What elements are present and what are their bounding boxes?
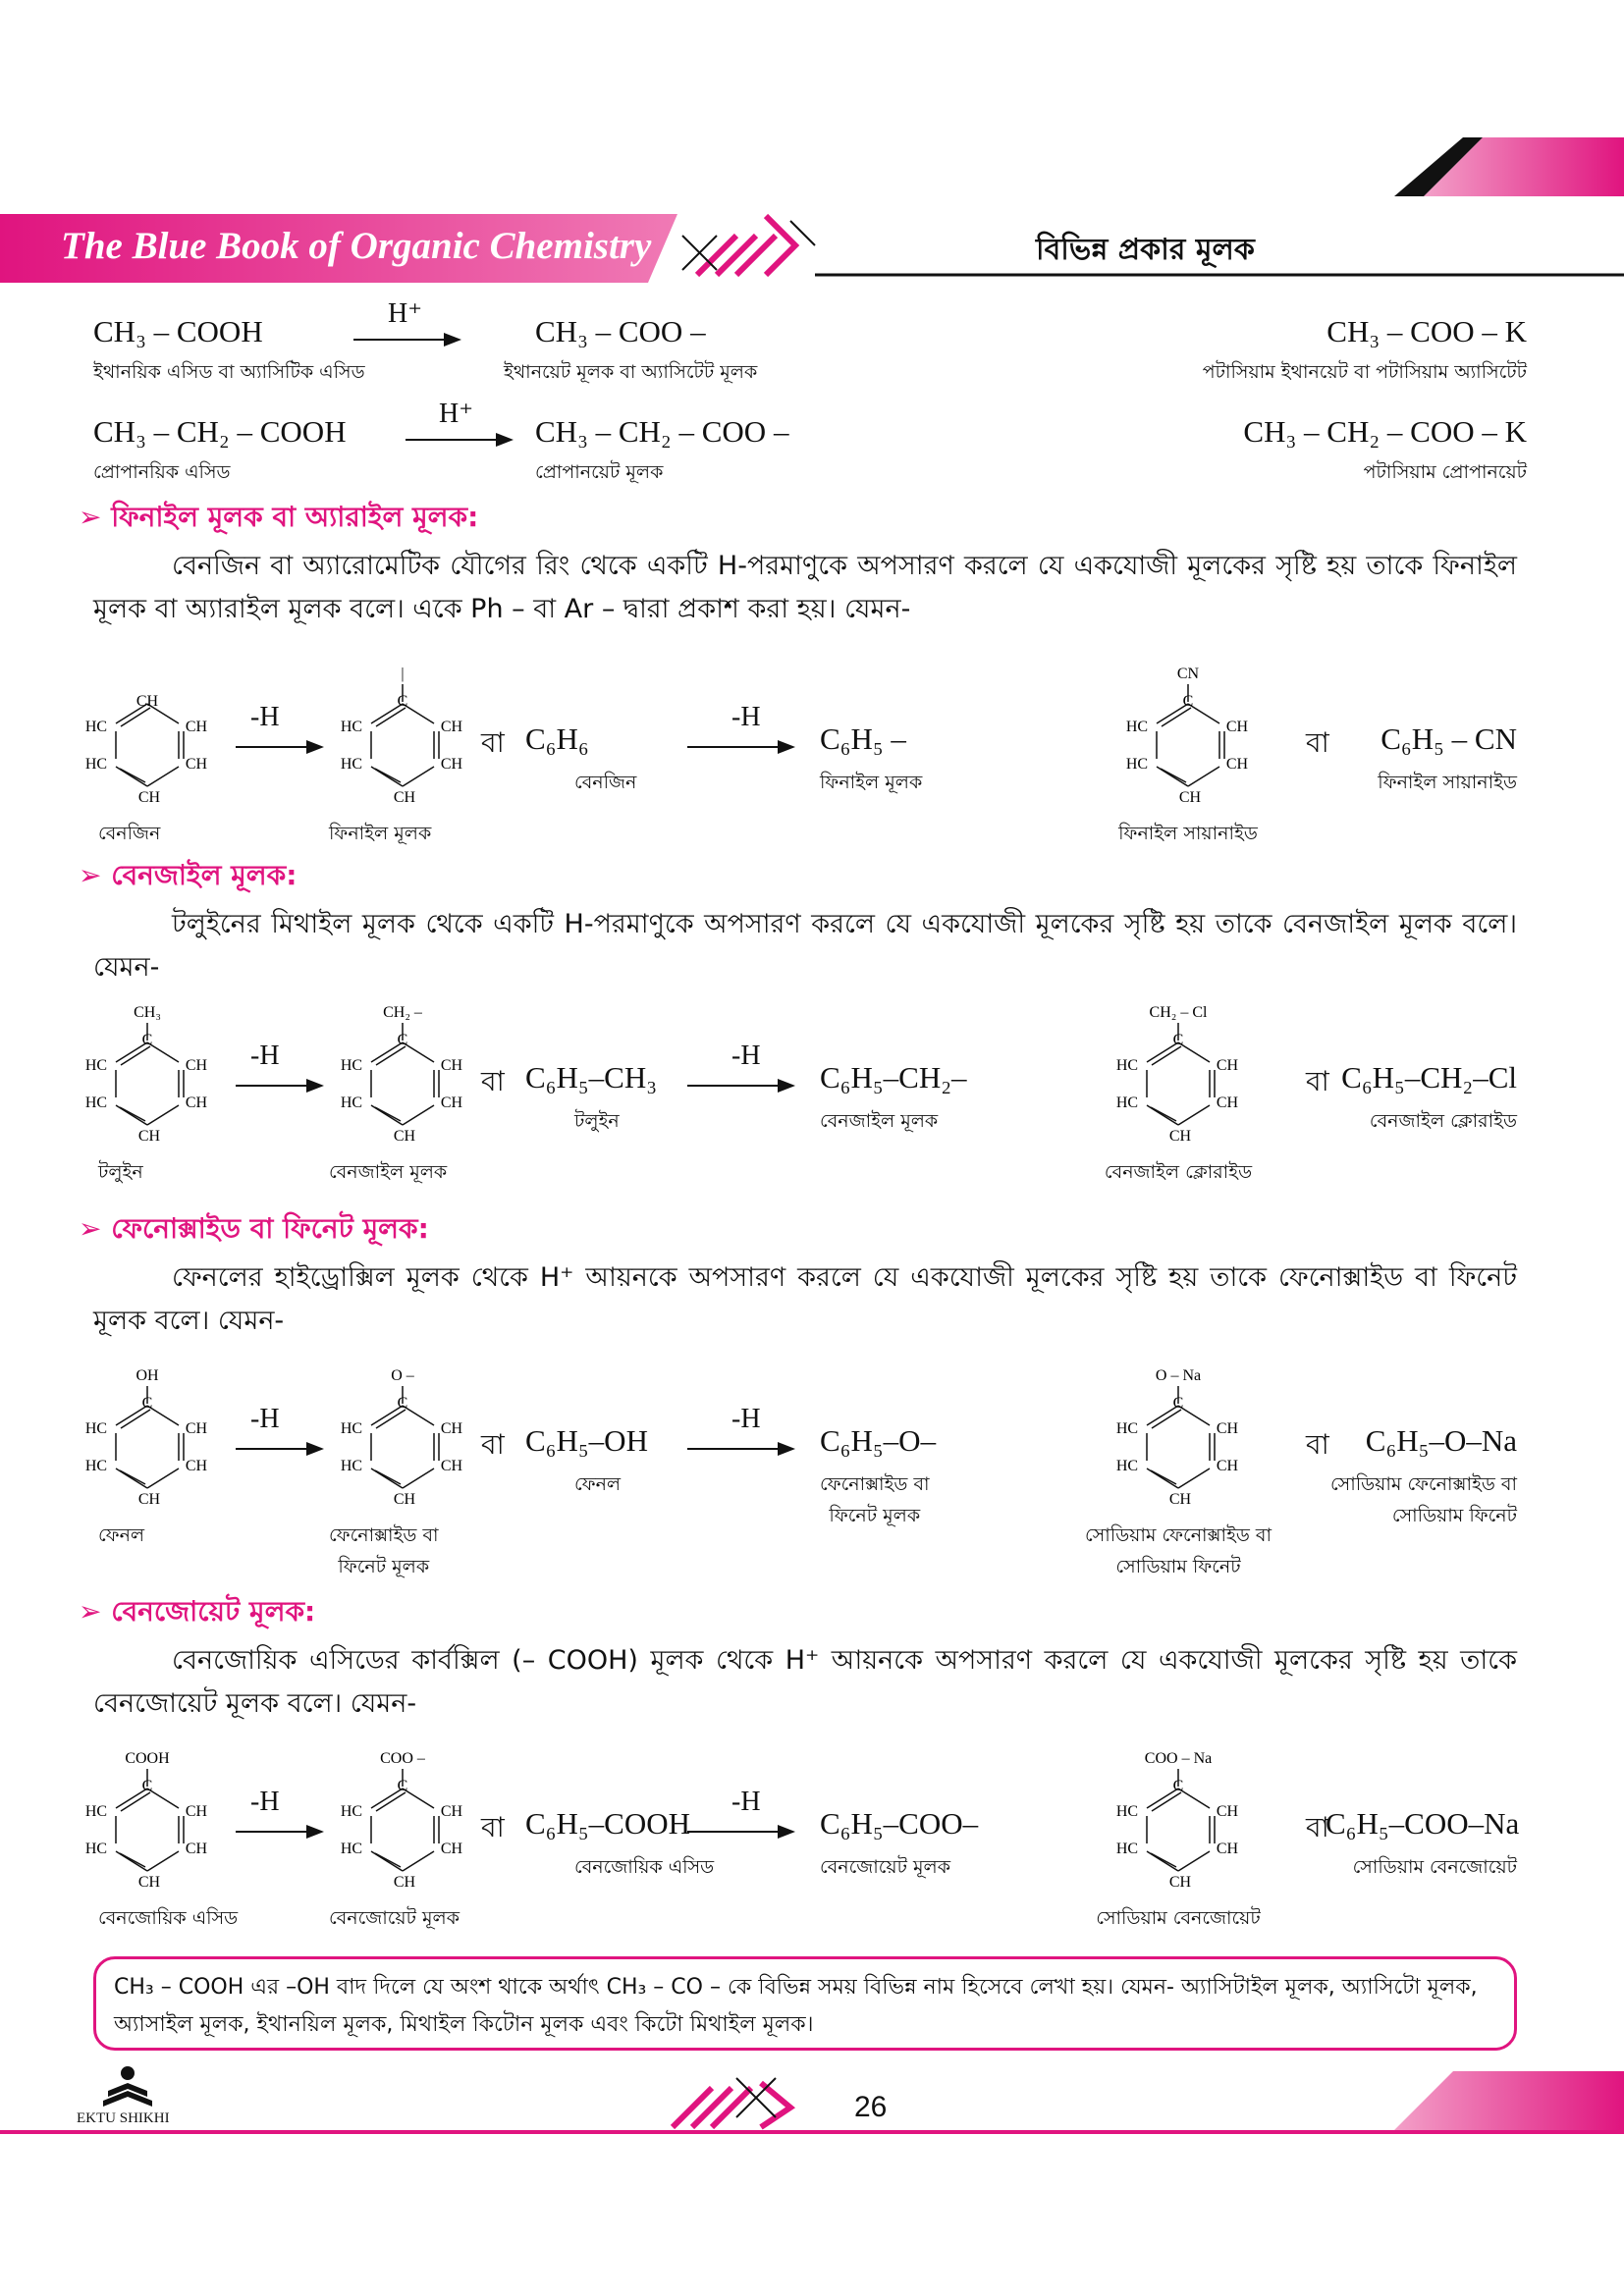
acid-row-2 <box>93 399 1527 493</box>
reaction-arrow-icon <box>687 1824 795 1840</box>
f1-formula: C₆H₆ <box>525 721 589 756</box>
substituent-label: CH₂ – <box>383 1004 422 1021</box>
ring-atom-label: CH <box>185 1420 208 1437</box>
reactant-formula: CH₃ – COOH <box>93 314 263 348</box>
substituent-label: O – Na <box>1155 1367 1202 1384</box>
ring3-label: বেনজাইল ক্লোরাইড <box>1104 1161 1253 1183</box>
f3-label: সোডিয়াম বেনজোয়েট <box>1352 1856 1517 1878</box>
ring-atom-label: HC <box>1125 756 1149 773</box>
or-word: বা <box>481 1428 505 1461</box>
ring-atom-label: CH <box>135 693 159 710</box>
ring-atom-label: C <box>141 1395 153 1412</box>
ring-atom-label: HC <box>84 1095 108 1111</box>
book-logo-icon <box>98 2061 157 2110</box>
section-benzyl <box>0 854 1624 1193</box>
f1-formula: C₆H₅–OH <box>525 1423 648 1458</box>
ring-atom-label: HC <box>340 1458 363 1474</box>
ring-atom-label: CH <box>1216 1841 1239 1857</box>
substituent-label: CN <box>1176 666 1200 682</box>
reactant-label: প্রোপানয়িক এসিড <box>93 461 231 483</box>
ring-atom-label: HC <box>1115 1057 1139 1074</box>
reaction-arrow-icon <box>236 1078 324 1094</box>
arrow1-label: -H <box>250 1787 280 1817</box>
f2-label: বেনজোয়েট মূলক <box>820 1856 950 1878</box>
acid-row-1 <box>93 298 1527 393</box>
benzene-ring-structure <box>314 1364 491 1512</box>
ring-atom-label: HC <box>340 1841 363 1857</box>
section-paragraph: বেনজিন বা অ্যারোমেটিক যৌগের রিং থেকে একটি H-পরমাণুকে অপসারণ করলে যে একযোজী মূলকের সৃষ্টি হয় তাকে ফিনাইল মূলক বা অ্যারাইল মূলক বলে। একে Ph – বা Ar – দ্বারা প্রকাশ করা হয়। যেমন- <box>93 551 1517 624</box>
ring-atom-label: CH <box>1216 1095 1239 1111</box>
ring-atom-label: HC <box>340 1057 363 1074</box>
ring2-label: বেনজাইল মূলক <box>329 1161 448 1183</box>
ring-atom-label: C <box>397 1778 408 1794</box>
arrow-label: H⁺ <box>439 399 473 429</box>
ring-atom-label: HC <box>84 1803 108 1820</box>
benzene-ring-structure <box>59 1364 236 1512</box>
benzene-ring-structure <box>59 1001 236 1148</box>
reaction-arrow-icon <box>353 332 461 347</box>
arrow2-label: -H <box>731 1041 761 1071</box>
ring-atom-label: CH <box>137 1491 161 1508</box>
or-word: বা <box>481 726 505 759</box>
f2-label: ফিনাইল মূলক <box>820 772 923 793</box>
arrow1-label: -H <box>250 1404 280 1434</box>
ring-atom-label: CH <box>1216 1057 1239 1074</box>
substituent-label: COO – <box>380 1750 425 1767</box>
ring-atom-label: HC <box>1125 719 1149 735</box>
ring-atom-label: CH <box>393 1128 416 1145</box>
ring2-label: ফেনোক্সাইড বা ফিনেট মূলক <box>329 1524 439 1577</box>
ring2-label: বেনজোয়েট মূলক <box>329 1907 460 1929</box>
or-word-2: বা <box>1306 1811 1329 1843</box>
ring-atom-label: HC <box>1115 1458 1139 1474</box>
ring-atom-label: HC <box>84 1458 108 1474</box>
ring-atom-label: HC <box>340 1095 363 1111</box>
ring-atom-label: CH <box>440 756 463 773</box>
note-box <box>93 1956 1517 2051</box>
ring-atom-label: CH <box>440 719 463 735</box>
benzene-ring-structure <box>314 663 491 810</box>
section-phenyl <box>0 496 1624 854</box>
ring-atom-label: HC <box>1115 1803 1139 1820</box>
f1-label: টলুইন <box>574 1110 620 1132</box>
ring-atom-label: HC <box>1115 1420 1139 1437</box>
ring-atom-label: CH <box>1168 1874 1192 1891</box>
f1-label: বেনজিন <box>574 772 637 793</box>
f2-formula: C₆H₅–O– <box>820 1423 937 1458</box>
substituent-label: COO – Na <box>1144 1750 1213 1767</box>
section-paragraph: বেনজোয়িক এসিডের কার্বক্সিল (– COOH) মূলক থেকে H⁺ আয়নকে অপসারণ করলে যে একযোজী মূলকের সৃষ্টি হয় তাকে বেনজোয়েট মূলক বলে। যেমন- <box>93 1645 1517 1719</box>
ring-atom-label: C <box>1172 1778 1184 1794</box>
section-heading: ➢ বেনজোয়েট মূলক: <box>79 1595 316 1628</box>
ring-atom-label: CH <box>440 1057 463 1074</box>
f3-label: ফিনাইল সায়ানাইড <box>1378 772 1517 793</box>
section-paragraph: ফেনলের হাইড্রোক্সিল মূলক থেকে H⁺ আয়নকে অপসারণ করলে যে একযোজী মূলকের সৃষ্টি হয় তাকে ফেনোক্সাইড বা ফিনেট মূলক বলে। যেমন- <box>93 1262 1517 1336</box>
reaction-arrow-icon <box>236 1824 324 1840</box>
ring1-label: টলুইন <box>98 1161 143 1183</box>
ring-atom-label: HC <box>84 719 108 735</box>
substituent-label: CH₂ – Cl <box>1149 1004 1208 1021</box>
arrow1-label: -H <box>250 702 280 732</box>
ring-atom-label: C <box>397 693 408 710</box>
benzene-ring-structure <box>59 663 236 810</box>
ring-atom-label: HC <box>1115 1095 1139 1111</box>
ring-atom-label: CH <box>137 789 161 806</box>
substituent-label: COOH <box>125 1750 170 1767</box>
ring-atom-label: CH <box>185 1803 208 1820</box>
ring-atom-label: CH <box>393 1491 416 1508</box>
ring-atom-label: CH <box>1225 756 1249 773</box>
footer-corner-icon <box>1394 2071 1624 2134</box>
substituent-label: O – <box>391 1367 414 1384</box>
benzene-ring-structure <box>59 1747 236 1895</box>
arrow2-label: -H <box>731 1787 761 1817</box>
ring-atom-label: CH <box>185 756 208 773</box>
f3-label: সোডিয়াম ফেনোক্সাইড বা সোডিয়াম ফিনেট <box>1329 1473 1517 1526</box>
arrow2-label: -H <box>731 1404 761 1434</box>
section-heading: ➢ বেনজাইল মূলক: <box>79 859 298 891</box>
ring-atom-label: CH <box>1168 1128 1192 1145</box>
substituent-label: OH <box>135 1367 159 1384</box>
ring-atom-label: CH <box>1168 1491 1192 1508</box>
salt-label: পটাসিয়াম ইথানয়েট বা পটাসিয়াম অ্যাসিটেট <box>1202 361 1527 383</box>
ring-atom-label: C <box>1172 1395 1184 1412</box>
f2-label: বেনজাইল মূলক <box>820 1110 939 1132</box>
reaction-arrow-icon <box>687 1441 795 1457</box>
salt-formula: CH₃ – CH₂ – COO – K <box>1243 414 1527 449</box>
salt-label: পটাসিয়াম প্রোপানয়েট <box>1363 461 1527 483</box>
corner-stripe-icon <box>1394 137 1624 285</box>
ring-atom-label: HC <box>340 756 363 773</box>
ring-atom-label: C <box>397 1395 408 1412</box>
ring-atom-label: CH <box>137 1874 161 1891</box>
radical-formula: CH₃ – COO – <box>535 314 706 348</box>
f3-formula: C₆H₅ – CN <box>1380 721 1517 756</box>
section-paragraph: টলুইনের মিথাইল মূলক থেকে একটি H-পরমাণুকে অপসারণ করলে যে একযোজী মূলকের সৃষ্টি হয় তাকে বেনজাইল মূলক বলে। যেমন- <box>93 909 1517 983</box>
arrow-label: H⁺ <box>388 298 422 329</box>
f2-formula: C₆H₅ – <box>820 721 906 756</box>
ring-atom-label: HC <box>84 756 108 773</box>
or-word-2: বা <box>1306 1065 1329 1097</box>
f3-label: বেনজাইল ক্লোরাইড <box>1369 1110 1517 1132</box>
substituent-label: | <box>401 666 405 682</box>
ring-atom-label: CH <box>185 1095 208 1111</box>
f3-formula: C₆H₅–O–Na <box>1365 1423 1517 1458</box>
ring-atom-label: HC <box>84 1420 108 1437</box>
f2-formula: C₆H₅–CH₂– <box>820 1060 967 1095</box>
arrow2-label: -H <box>731 702 761 732</box>
ring-atom-label: HC <box>1115 1841 1139 1857</box>
note-text: CH₃ – COOH এর –OH বাদ দিলে যে অংশ থাকে অর্থাৎ CH₃ – CO – কে বিভিন্ন সময় বিভিন্ন নাম হিসেবে লেখা হয়। যেমন- অ্যাসিটাইল মূলক, অ্যাসিটো মূলক, অ্যাসাইল মূলক, ইথানয়িল মূলক, মিথাইল কিটোন মূলক এবং কিটো মিথাইল মূলক। <box>114 1975 1478 2037</box>
ring-atom-label: CH <box>185 1841 208 1857</box>
f3-formula: C₆H₅–CH₂–Cl <box>1341 1060 1517 1095</box>
ring-atom-label: CH <box>1225 719 1249 735</box>
section-heading: ➢ ফেনোক্সাইড বা ফিনেট মূলক: <box>79 1212 429 1245</box>
f1-formula: C₆H₅–CH₃ <box>525 1060 658 1095</box>
f2-label: ফেনোক্সাইড বা ফিনেট মূলক <box>820 1473 930 1526</box>
reactant-formula: CH₃ – CH₂ – COOH <box>93 414 347 449</box>
radical-label: ইথানয়েট মূলক বা অ্যাসিটেট মূলক <box>504 361 758 383</box>
footer-decoration-icon <box>663 2073 820 2132</box>
ring-atom-label: CH <box>440 1458 463 1474</box>
ring2-label: ফিনাইল মূলক <box>329 823 432 844</box>
ring-atom-label: CH <box>440 1841 463 1857</box>
ring-atom-label: CH <box>185 1458 208 1474</box>
ring1-label: ফেনল <box>98 1524 145 1546</box>
benzene-ring-structure <box>314 1747 491 1895</box>
ring3-label: ফিনাইল সায়ানাইড <box>1118 823 1258 844</box>
reactant-label: ইথানয়িক এসিড বা অ্যাসিটিক এসিড <box>93 361 365 383</box>
radical-label: প্রোপানয়েট মূলক <box>535 461 664 483</box>
radical-formula: CH₃ – CH₂ – COO – <box>535 414 789 449</box>
or-word: বা <box>481 1811 505 1843</box>
ring-atom-label: HC <box>84 1841 108 1857</box>
ring-atom-label: CH <box>440 1803 463 1820</box>
ring-atom-label: HC <box>340 1803 363 1820</box>
section-heading: ➢ ফিনাইল মূলক বা অ্যারাইল মূলক: <box>79 501 479 533</box>
ring-atom-label: CH <box>393 789 416 806</box>
ring-atom-label: CH <box>440 1420 463 1437</box>
ring-atom-label: C <box>141 1778 153 1794</box>
ring-atom-label: CH <box>1216 1803 1239 1820</box>
ring1-label: বেনজিন <box>98 823 161 844</box>
f3-formula: C₆H₅–COO–Na <box>1326 1806 1520 1841</box>
ring-atom-label: C <box>1172 1032 1184 1048</box>
ring3-label: সোডিয়াম ফেনোক্সাইড বা সোডিয়াম ফিনেট <box>1084 1524 1272 1577</box>
f1-label: ফেনল <box>574 1473 622 1495</box>
substituent-label: CH₃ <box>134 1004 161 1021</box>
or-word-2: বা <box>1306 1428 1329 1461</box>
ring-atom-label: CH <box>1178 789 1202 806</box>
book-title: The Blue Book of Organic Chemistry <box>61 225 652 267</box>
ring-atom-label: C <box>141 1032 153 1048</box>
ring-atom-label: CH <box>185 719 208 735</box>
ring-atom-label: CH <box>440 1095 463 1111</box>
logo-text: EKTU SHIKHI <box>77 2110 170 2126</box>
section-phenoxide <box>0 1207 1624 1590</box>
reaction-arrow-icon <box>236 739 324 755</box>
reaction-arrow-icon <box>687 1078 795 1094</box>
ring-atom-label: C <box>1182 693 1194 710</box>
ring-atom-label: HC <box>340 719 363 735</box>
section-benzoate <box>0 1590 1624 1958</box>
or-word-2: বা <box>1306 726 1329 759</box>
ring-atom-label: CH <box>185 1057 208 1074</box>
f2-formula: C₆H₅–COO– <box>820 1806 979 1841</box>
f1-label: বেনজোয়িক এসিড <box>574 1856 715 1878</box>
ring-atom-label: HC <box>84 1057 108 1074</box>
ring-atom-label: CH <box>1216 1458 1239 1474</box>
ring-atom-label: HC <box>340 1420 363 1437</box>
page-number: 26 <box>854 2091 888 2123</box>
ring-atom-label: CH <box>137 1128 161 1145</box>
reaction-arrow-icon <box>687 739 795 755</box>
reaction-arrow-icon <box>406 432 514 448</box>
ring-atom-label: C <box>397 1032 408 1048</box>
ring3-label: সোডিয়াম বেনজোয়েট <box>1096 1907 1261 1929</box>
arrow1-label: -H <box>250 1041 280 1071</box>
ring1-label: বেনজোয়িক এসিড <box>98 1907 239 1929</box>
header-decoration-icon <box>677 206 825 285</box>
ring-atom-label: CH <box>1216 1420 1239 1437</box>
ring-atom-label: CH <box>393 1874 416 1891</box>
chapter-title: বিভিন্ন প্রকার মূলক <box>1036 233 1255 267</box>
f1-formula: C₆H₅–COOH <box>525 1806 691 1841</box>
reaction-arrow-icon <box>236 1441 324 1457</box>
salt-formula: CH₃ – COO – K <box>1326 314 1527 348</box>
or-word: বা <box>481 1065 505 1097</box>
benzene-ring-structure <box>314 1001 491 1148</box>
